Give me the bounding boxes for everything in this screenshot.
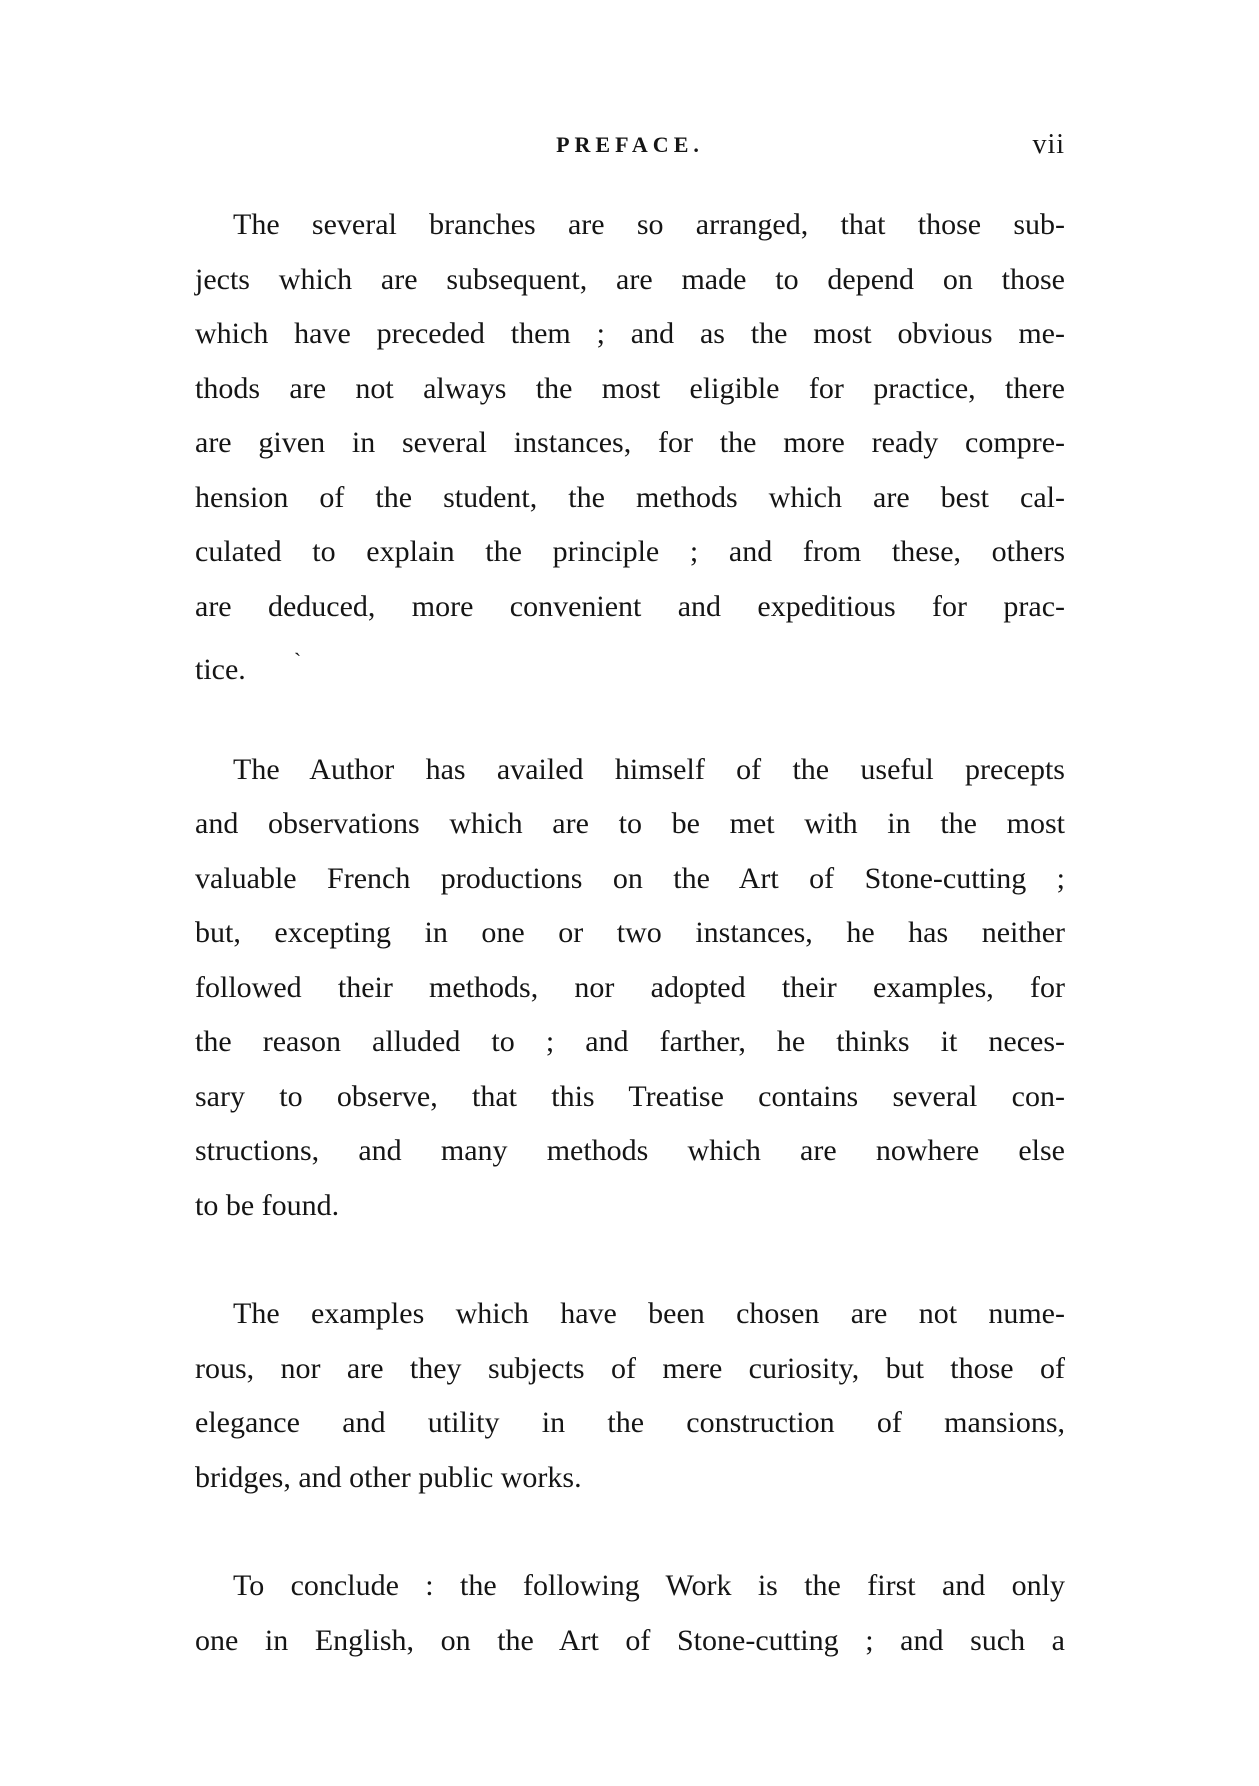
text-line: To conclude : the following Work is the first and only [233,1569,1065,1602]
text-line-text: tice. [195,653,246,686]
text-line: The several branches are so arranged, that those sub- [233,208,1065,241]
text-line: culated to explain the principle ; and from these, others [195,535,1065,568]
text-line: valuable French productions on the Art of Stone-cutting ; [195,861,1065,895]
page-number: vii [1032,129,1065,160]
text-line: The examples which have been chosen are not nume- [233,1297,1065,1330]
text-line: and observations which are to be met with in the most [195,807,1065,840]
text-line: are deduced, more convenient and expeditious for prac- [195,589,1065,623]
page-title: PREFACE. [556,132,704,157]
stray-ink-mark: ` [293,648,302,673]
text-line: but, excepting in one or two instances, he has neither [195,916,1065,949]
text-line-final: bridges, and other public works. [195,1460,582,1494]
text-line: which have preceded them ; and as the most obvious me- [195,317,1065,350]
text-line: hension of the student, the methods which are best cal- [195,480,1065,514]
text-line: the reason alluded to ; and farther, he thinks it neces- [195,1025,1065,1058]
text-line-final [195,634,1065,689]
paragraph-1 [195,198,1065,689]
text-line: one in English, on the Art of Stone-cutting ; and such a [195,1623,1065,1657]
text-line: elegance and utility in the construction of mansions, [195,1406,1065,1439]
text-line: thods are not always the most eligible for practice, there [195,371,1065,405]
text-line-final: to be found. [195,1188,340,1222]
text-line: The Author has availed himself of the useful precepts [233,752,1065,786]
text-line: rous, nor are they subjects of mere curiosity, but those of [195,1351,1065,1385]
paragraph-3 [195,1287,1065,1505]
text-line: are given in several instances, for the more ready compre- [195,426,1065,459]
text-line: sary to observe, that this Treatise contains several con- [195,1079,1065,1113]
paragraph-4 [195,1559,1065,1668]
text-line: followed their methods, nor adopted their examples, for [195,970,1065,1004]
running-head [195,130,1065,170]
paragraph-2 [195,743,1065,1234]
text-line: jects which are subsequent, are made to depend on those [195,262,1065,296]
text-line: structions, and many methods which are nowhere else [195,1134,1065,1167]
body-text [195,198,1065,1722]
